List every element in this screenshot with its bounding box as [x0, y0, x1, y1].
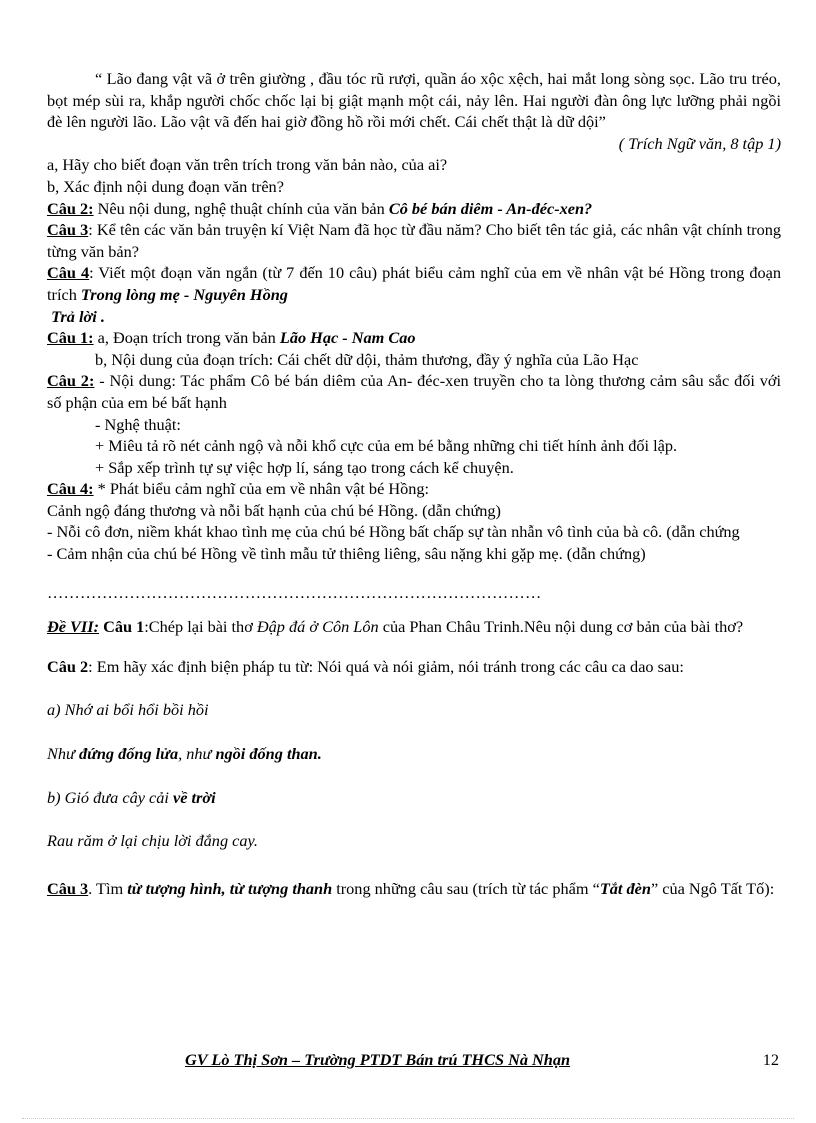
- de7-q3-work-title: Tắt đèn: [599, 878, 651, 898]
- de7-label: Đề VII:: [47, 617, 100, 637]
- answer-1a-title: Lão Hạc - Nam Cao: [279, 328, 416, 348]
- answer-1a-text: a, Đoạn trích trong văn bản: [93, 328, 280, 348]
- de7-question-3: Câu 3. Tìm từ tượng hình, từ tượng thanh trong những câu sau (trích từ tác phẩm “Tắt đèn” của Ngô Tất Tố):: [47, 878, 775, 898]
- question-2-text: Nêu nội dung, nghệ thuật chính của văn bản: [93, 198, 389, 218]
- answer-1b: b, Nội dung của đoạn trích: Cái chết dữ dội, thảm thương, đầy ý nghĩa của Lão Hạc: [95, 349, 639, 369]
- question-2-label: Câu 2:: [47, 198, 94, 218]
- footer-text: GV Lò Thị Sơn – Trường PTDT Bán trú THCS Nà Nhạn: [185, 1050, 571, 1069]
- poem-b-line-2: Rau răm ở lại chịu lời đắng cay.: [47, 831, 258, 851]
- quoted-passage: “ Lão đang vật vã ở trên giường , đầu tóc rũ rượi, quần áo xộc xệch, hai mắt long sòng sọc. Lão tru tréo, bọt mép sùi ra, khắp người chốc chốc lại bị giật mạnh một cái, nảy lên. Hai người đàn ông lực lưỡng phải ngồi đè lên người lão. Lão vật vã đến hai giờ đồng hồ rồi mới chết. Cái chết thật là dữ dội”: [47, 69, 781, 132]
- answer-4-text: * Phát biểu cảm nghĩ của em về nhân vật bé Hồng:: [93, 479, 430, 499]
- de7-q1-text: :Chép lại bài thơ: [144, 617, 257, 637]
- question-4-text: : Viết một đoạn văn ngắn (từ 7 đến 10 câu) phát biểu cảm nghĩ của em về nhân vật bé Hồng trong đoạn trích: [47, 263, 781, 304]
- answer-1-label: Câu 1:: [47, 328, 94, 348]
- question-4-label: Câu 4: [47, 263, 90, 283]
- poem-a-emph-2: ngồi đống than.: [215, 744, 322, 764]
- answer-2-label: Câu 2:: [47, 371, 95, 391]
- bottom-divider: [22, 1118, 794, 1119]
- answer-4-line-1: Cảnh ngộ đáng thương và nỗi bất hạnh của chú bé Hồng. (dẫn chứng): [47, 500, 501, 520]
- question-4-title: Trong lòng mẹ - Nguyên Hồng: [80, 284, 288, 304]
- answer-4-line-2: - Nỗi cô đơn, niềm khát khao tình mẹ của chú bé Hồng bất chấp sự tàn nhẫn vô tình của bà cô. (dẫn chứng: [47, 522, 740, 542]
- answer-4-label: Câu 4:: [47, 479, 94, 499]
- answer-2: [47, 370, 781, 413]
- de7-q1-poem-title: Đập đá ở Côn Lôn: [256, 617, 379, 637]
- answer-2-art-item-2: + Sắp xếp trình tự sự việc hợp lí, sáng tạo trong cách kể chuyện.: [95, 457, 514, 477]
- answer-4: [47, 478, 781, 500]
- answer-1a: [47, 327, 781, 349]
- page-content: [47, 68, 781, 904]
- question-1b: b, Xác định nội dung đoạn văn trên?: [47, 176, 284, 196]
- poem-b-emph: về trời: [172, 787, 216, 807]
- de7-q3-label: Câu 3: [47, 878, 89, 898]
- question-3-label: Câu 3: [47, 220, 89, 240]
- question-2: [47, 198, 781, 220]
- question-3-text: : Kể tên các văn bản truyện kí Việt Nam đã học từ đầu năm? Cho biết tên tác giả, các nhân vật chính trong từng văn bản?: [47, 220, 781, 261]
- de7-q2-label: Câu 2: [47, 656, 89, 676]
- answer-2-art-heading: - Nghệ thuật:: [95, 414, 181, 434]
- de7-q3-emph-1: từ tượng hình, từ tượng thanh: [127, 878, 333, 898]
- page-number: 12: [762, 1050, 779, 1069]
- de7-question-1: [47, 616, 781, 638]
- de7-q2-text: : Em hãy xác định biện pháp tu từ: Nói quá và nói giảm, nói tránh trong các câu ca dao sau:: [88, 656, 684, 676]
- passage-source: ( Trích Ngữ văn, 8 tập 1): [618, 133, 781, 153]
- answer-2-art-item-1: + Miêu tả rõ nét cảnh ngộ và nỗi khổ cực của em bé bằng những chi tiết hính ảnh đối lập.: [95, 436, 678, 456]
- poem-a-line-2: Như đứng đống lửa, như ngồi đống than.: [47, 744, 322, 764]
- question-4: [47, 262, 781, 305]
- de7-q1-rest: của Phan Châu Trinh.Nêu nội dung cơ bản của bài thơ?: [378, 617, 744, 637]
- poem-a-line-1: a) Nhớ ai bổi hổi bồi hồi: [47, 700, 209, 720]
- question-3: [47, 219, 781, 262]
- answer-2-text: - Nội dung: Tác phẩm Cô bé bán diêm của An- đéc-xen truyền cho ta lòng thương cảm sâu sắc đối với số phận của em bé bất hạnh: [47, 371, 781, 412]
- question-2-title: Cô bé bán diêm - An-đéc-xen?: [388, 198, 593, 218]
- poem-a-emph-1: đứng đống lửa: [78, 744, 179, 764]
- dotted-separator: ………………………………………………………………………………: [47, 582, 542, 602]
- de7-question-2: [47, 656, 781, 678]
- poem-b-line-1: b) Gió đưa cây cải về trời: [47, 787, 216, 807]
- answers-heading: Trả lời .: [51, 306, 105, 326]
- de7-q1-label: Câu 1: [99, 617, 145, 637]
- answer-4-line-3: - Cảm nhận của chú bé Hồng về tình mẫu tử thiêng liêng, sâu nặng khi gặp mẹ. (dẫn chứng): [47, 544, 646, 564]
- question-1a: a, Hãy cho biết đoạn văn trên trích trong văn bản nào, của ai?: [47, 155, 448, 175]
